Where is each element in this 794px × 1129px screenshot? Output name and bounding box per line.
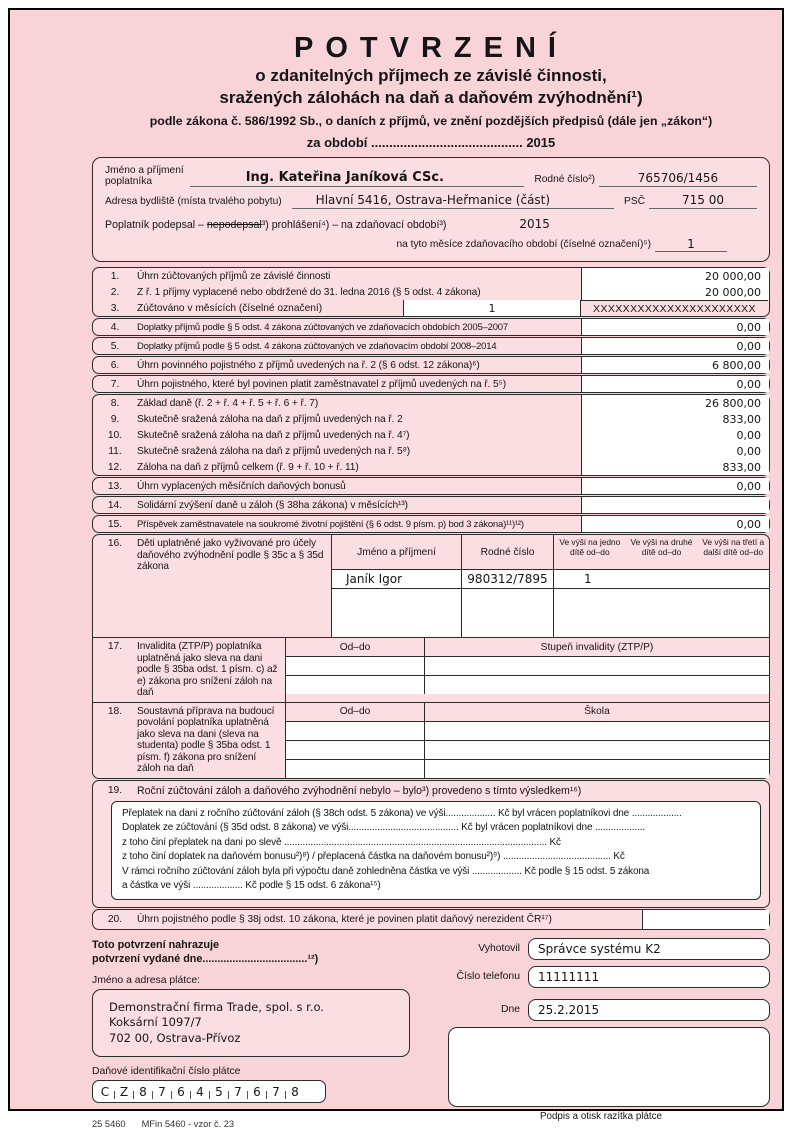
date-field[interactable]: 25.2.2015: [528, 999, 770, 1021]
school-field[interactable]: [424, 741, 769, 759]
tax-id-cell[interactable]: 8: [134, 1085, 152, 1099]
row-value-field[interactable]: [642, 910, 769, 929]
settlement-line: Doplatek ze zúčtování (§ 35d odst. 8 zákona) ve výši.......................................... Kč byl vrácen poplatníkovi dne ...................: [122, 821, 750, 836]
tax-year-field[interactable]: 2015: [519, 217, 550, 231]
form-subtitle-2: sražených zálohách na daň a daňovém zvýhodnění¹): [92, 87, 770, 109]
row-label: Úhrn zúčtovaných příjmů ze závislé činnosti: [137, 268, 581, 284]
postal-code-field[interactable]: 715 00: [649, 193, 757, 209]
table-row-14: 14. Solidární zvýšení daně u záloh (§ 38ha zákona) v měsících¹³): [93, 497, 769, 513]
child-name-field[interactable]: [332, 589, 461, 637]
from-to-field[interactable]: [286, 741, 424, 759]
from-to-field[interactable]: [286, 760, 424, 778]
table-row-20: 20. Úhrn pojistného podle § 38j odst. 10 zákona, které je povinen platit daňový nerezident ČR¹⁷): [93, 910, 769, 929]
row-value-field[interactable]: 26 800,00: [581, 395, 769, 411]
table-row-13: 13. Úhrn vyplacených měsíčních daňových bonusů 0,00: [93, 478, 769, 494]
law-reference: podle zákona č. 586/1992 Sb., o daních z příjmů, ve znění pozdějších předpisů (dále jen „zákon“): [92, 114, 770, 128]
row-group-7: [92, 375, 770, 393]
tax-id-cell[interactable]: 6: [172, 1085, 190, 1099]
student-section: 18. Soustavná příprava na budoucí povolání poplatníka uplatněná jako sleva na dani (sleva na studenta) podle § 35ba odst. 1 písm. f) zákona pro snížení záloh na daň Od–do Škola: [93, 702, 769, 778]
payer-city: 702 00, Ostrava-Přívoz: [109, 1031, 403, 1047]
settlement-section: 19. Roční zúčtování záloh a daňového zvýhodnění nebylo – bylo³) provedeno s tímto výsledkem¹⁶) Přeplatek na dani z ročního zúčtování záloh (§ 38ch odst. 5 zákona) ve výši................... Kč byl vrácen poplatníkovi dne ................... Doplatek ze zúčtování (§ 35d odst. 8 zákona) ve výši.......................................... Kč byl vrácen poplatníkovi dne ................... z toho činí přeplatek na dani po slevě .................................................................................................... Kč z toho činí doplatek na daňovém bonusu²)⁸) / přeplacená částka na daňovém bonusu²)⁹) ......................................... Kč V rámci ročního zúčtování záloh byla při výpočtu daně zohledněna částka ve výši ................... Kč podle § 15 odst. 5 zákona a částka ve výši ................... Kč podle § 15 odst. 6 zákona¹⁵): [92, 780, 770, 908]
taxpayer-box: [92, 157, 770, 262]
col-header-disability-level: Stupeň invalidity (ZTP/P): [424, 638, 769, 656]
row-group-13: [92, 477, 770, 495]
row-value-field[interactable]: 0,00: [581, 427, 769, 443]
row-value-field[interactable]: 0,00: [581, 516, 769, 532]
table-row-3: 3. Zúčtováno v měsících (číselné označení) 1 XXXXXXXXXXXXXXXXXXXXXX: [93, 300, 769, 316]
table-row-5: 5. Doplatky příjmů podle § 5 odst. 4 zákona zúčtovaných ve zdaňovacím období 2008–2014 0,00: [93, 338, 769, 354]
signature-label: Podpis a otisk razítka plátce: [432, 1111, 770, 1122]
tax-id-cell[interactable]: 7: [153, 1085, 171, 1099]
row-value-field[interactable]: 20 000,00: [581, 284, 769, 300]
payer-street: Koksární 1097/7: [109, 1015, 403, 1031]
row-value-field[interactable]: 0,00: [581, 338, 769, 354]
row-value-field[interactable]: 6 800,00: [581, 357, 769, 373]
payer-address-label: Jméno a adresa plátce:: [92, 975, 410, 986]
col-header-child-name: Jméno a příjmení: [332, 535, 461, 569]
tax-id-cell[interactable]: 4: [191, 1085, 209, 1099]
row-label: Záloha na daň z příjmů celkem (ř. 9 + ř. 10 + ř. 11): [137, 459, 581, 475]
tax-id-cell[interactable]: 7: [267, 1085, 285, 1099]
col-header-school: Škola: [424, 703, 769, 721]
taxpayer-name-label: Jméno a příjmení poplatníka: [105, 165, 184, 187]
row-value-field[interactable]: 20 000,00: [581, 268, 769, 284]
settlement-line: z toho činí přeplatek na dani po slevě .................................................................................................... Kč: [122, 836, 750, 851]
months-label: na tyto měsíce zdaňovacího období (číselné označení)⁵): [392, 239, 655, 252]
children-label: Děti uplatněné jako vyživované pro účely daňového zvýhodnění podle § 35c a § 35d zákona: [137, 535, 331, 637]
settlement-details-box[interactable]: [111, 801, 761, 900]
page-title: POTVRZENÍ: [92, 32, 770, 65]
taxpayer-name-field[interactable]: Ing. Kateřina Janíková CSc.: [190, 170, 525, 187]
months-field[interactable]: 1: [655, 237, 727, 252]
tax-id-cell[interactable]: Z: [115, 1085, 133, 1099]
row-label: Doplatky příjmů podle § 5 odst. 4 zákona zúčtovaných ve zdaňovacích obdobích 2005–2007: [137, 319, 581, 335]
row-group-8-12: [92, 394, 770, 476]
child-birth-number-field[interactable]: [461, 589, 553, 637]
col-header-first-child: Ve výši na jedno dítě od–do: [554, 535, 626, 569]
row-group-14: [92, 496, 770, 514]
crossed-out-cell: XXXXXXXXXXXXXXXXXXXXXX: [580, 300, 768, 316]
row-label: Úhrn pojistného podle § 38j odst. 10 zákona, které je povinen platit daňový nerezident ČR¹⁷): [137, 910, 642, 929]
form-number: 25 5460 MFin 5460 - vzor č. 23: [92, 1119, 410, 1129]
tax-id-box[interactable]: [92, 1080, 326, 1103]
row-group-6: [92, 356, 770, 374]
col-header-third-child: Ve výši na třetí a další dítě od–do: [697, 535, 769, 569]
months-count-field[interactable]: 1: [403, 300, 580, 316]
school-field[interactable]: [424, 760, 769, 778]
row-label: Základ daně (ř. 2 + ř. 4 + ř. 5 + ř. 6 + ř. 7): [137, 395, 581, 411]
disability-label: Invalidita (ZTP/P) poplatníka uplatněná jako sleva na dani podle § 35ba odst. 1 písm. c) až e) zákona pro snížení záloh na daň: [137, 638, 285, 702]
row-value-field[interactable]: 0,00: [581, 319, 769, 335]
table-row-6: 6. Úhrn povinného pojistného z příjmů uvedených na ř. 2 (§ 6 odst. 12 zákona)⁶) 6 800,00: [93, 357, 769, 373]
child-name-field[interactable]: Janík Igor: [332, 570, 461, 588]
settlement-header: Roční zúčtování záloh a daňového zvýhodnění nebylo – bylo³) provedeno s tímto výsledkem¹⁶): [137, 785, 581, 797]
row-label: Úhrn pojistného, které byl povinen platit zaměstnavatel z příjmů uvedených na ř. 5⁵): [137, 376, 581, 392]
student-row-empty: [286, 722, 769, 740]
row-group-4: [92, 318, 770, 336]
tax-id-cell[interactable]: 8: [286, 1085, 304, 1099]
student-label: Soustavná příprava na budoucí povolání poplatníka uplatněná jako sleva na dani (sleva na studenta) podle § 35ba odst. 1 písm. f) zákona pro snížení záloh na daň: [137, 703, 285, 778]
prepared-by-label: Vyhotovil: [432, 943, 528, 954]
disability-level-field[interactable]: [424, 676, 769, 694]
table-row-9: 9. Skutečně sražená záloha na daň z příjmů uvedených na ř. 2 833,00: [93, 411, 769, 427]
birth-number-field[interactable]: 765706/1456: [599, 171, 757, 187]
table-row-11: 11. Skutečně sražená záloha na daň z příjmů uvedených na ř. 5⁸) 0,00: [93, 443, 769, 459]
row-group-5: [92, 337, 770, 355]
child-amount-field[interactable]: [553, 589, 769, 637]
footer-section: [92, 938, 770, 1129]
address-field[interactable]: Hlavní 5416, Ostrava-Heřmanice (část): [292, 193, 614, 209]
birth-number-label: Rodné číslo²): [530, 174, 599, 187]
phone-label: Číslo telefonu: [432, 971, 528, 982]
col-header-child-birth-number: Rodné číslo: [461, 535, 553, 569]
table-row-8: 8. Základ daně (ř. 2 + ř. 4 + ř. 5 + ř. 6 + ř. 7) 26 800,00: [93, 395, 769, 411]
row-value-field[interactable]: 0,00: [581, 443, 769, 459]
row-group-20: [92, 909, 770, 930]
child-row: [332, 570, 769, 588]
col-header-from-to: Od–do: [286, 703, 424, 721]
from-to-field[interactable]: [286, 657, 424, 675]
table-row-12: 12. Záloha na daň z příjmů celkem (ř. 9 + ř. 10 + ř. 11) 833,00: [93, 459, 769, 475]
table-row-15: 15. Příspěvek zaměstnavatele na soukromé životní pojištění (§ 6 odst. 9 písm. p) bod 3 zákona)¹¹)¹²) 0,00: [93, 516, 769, 532]
table-row-10: 10. Skutečně sražená záloha na daň z příjmů uvedených na ř. 4⁷) 0,00: [93, 427, 769, 443]
phone-field[interactable]: 11111111: [528, 966, 770, 988]
declaration-line: Poplatník podepsal – nepodepsal³) prohlášení⁴) – na zdaňovací období³) 2015: [105, 217, 757, 231]
disability-row-empty: [286, 675, 769, 694]
disability-row-empty: [286, 657, 769, 675]
tax-id-cell[interactable]: 5: [210, 1085, 228, 1099]
signature-box[interactable]: [448, 1027, 770, 1107]
school-field[interactable]: [424, 722, 769, 740]
tax-id-cell[interactable]: C: [96, 1085, 114, 1099]
row-value-field[interactable]: 833,00: [581, 411, 769, 427]
settlement-line: z toho činí doplatek na daňovém bonusu²)⁸) / přeplacená částka na daňovém bonusu²)⁹) ......................................... Kč: [122, 850, 750, 865]
form-sheet: [8, 8, 784, 1111]
address-label: Adresa bydliště (místa trvalého pobytu): [105, 196, 286, 209]
disability-level-field[interactable]: [424, 657, 769, 675]
row-label: Doplatky příjmů podle § 5 odst. 4 zákona zúčtovaných ve zdaňovacím období 2008–2014: [137, 338, 581, 354]
row-label: Zúčtováno v měsících (číselné označení): [137, 300, 403, 316]
table-row-2: 2. Z ř. 1 příjmy vyplacené nebo obdržené do 31. ledna 2016 (§ 5 odst. 4 zákona) 20 000,00: [93, 284, 769, 300]
settlement-line: Přeplatek na dani z ročního zúčtování záloh (§ 38ch odst. 5 zákona) ve výši................... Kč byl vrácen poplatníkovi dne ...................: [122, 807, 750, 822]
row-label: Skutečně sražená záloha na daň z příjmů uvedených na ř. 5⁸): [137, 443, 581, 459]
table-row-1: 1. Úhrn zúčtovaných příjmů ze závislé činnosti 20 000,00: [93, 268, 769, 284]
row-value-field[interactable]: 0,00: [581, 376, 769, 392]
table-row-7: 7. Úhrn pojistného, které byl povinen platit zaměstnavatel z příjmů uvedených na ř. 5⁵) 0,00: [93, 376, 769, 392]
settlement-line: a částka ve výši ................... Kč podle § 15 odst. 6 zákona¹⁵): [122, 879, 750, 894]
student-row-empty: [286, 740, 769, 759]
from-to-field[interactable]: [286, 722, 424, 740]
from-to-field[interactable]: [286, 676, 424, 694]
replacement-note-line1: Toto potvrzení nahrazuje: [92, 938, 410, 952]
row-label: Solidární zvýšení daně u záloh (§ 38ha zákona) v měsících¹³): [137, 497, 581, 513]
row-value-field[interactable]: 0,00: [581, 478, 769, 494]
child-row-empty: [332, 588, 769, 637]
deductions-group-16-18: [92, 534, 770, 779]
date-label: Dne: [432, 1004, 528, 1015]
row-label: Příspěvek zaměstnavatele na soukromé životní pojištění (§ 6 odst. 9 písm. p) bod 3 zákona)¹¹)¹²): [137, 516, 581, 532]
tax-id-cell[interactable]: 6: [248, 1085, 266, 1099]
row-label: Úhrn povinného pojistného z příjmů uvedených na ř. 2 (§ 6 odst. 12 zákona)⁶): [137, 357, 581, 373]
period-line: za období .......................................... 2015: [92, 135, 770, 150]
income-rows-group-1-3: [92, 267, 770, 317]
table-row-4: 4. Doplatky příjmů podle § 5 odst. 4 zákona zúčtovaných ve zdaňovacích obdobích 2005–2007 0,00: [93, 319, 769, 335]
row-value-field[interactable]: [581, 497, 769, 513]
psc-label: PSČ: [620, 196, 649, 209]
col-header-second-child: Ve výši na druhé dítě od–do: [626, 535, 698, 569]
row-label: Skutečně sražená záloha na daň z příjmů uvedených na ř. 2: [137, 411, 581, 427]
prepared-by-field[interactable]: Správce systému K2: [528, 938, 770, 960]
disability-section: 17. Invalidita (ZTP/P) poplatníka uplatněná jako sleva na dani podle § 35ba odst. 1 písm. c) až e) zákona pro snížení záloh na daň Od–do Stupeň invalidity (ZTP/P): [93, 637, 769, 702]
row-group-15: [92, 515, 770, 533]
settlement-line: V rámci ročního zúčtování záloh byla při výpočtu daně zohledněna částka ve výši ................... Kč podle § 15 odst. 5 zákona: [122, 865, 750, 880]
replacement-note-line2: potvrzení vydané dne...................................¹²): [92, 952, 410, 966]
row-label: Z ř. 1 příjmy vyplacené nebo obdržené do 31. ledna 2016 (§ 5 odst. 4 zákona): [137, 284, 581, 300]
children-section: 16. Děti uplatněné jako vyživované pro účely daňového zvýhodnění podle § 35c a § 35d zákona Jméno a příjmení Rodné číslo Ve výši na jedno dítě od–do Ve výši na druhé dítě od–do Ve výši na třetí a další dítě od–do Janík Igor 980312/7895 1: [93, 535, 769, 637]
row-value-field[interactable]: 833,00: [581, 459, 769, 475]
student-row-empty: [286, 759, 769, 778]
tax-id-label: Daňové identifikační číslo plátce: [92, 1066, 410, 1077]
declaration-strike-option: nepodepsal: [207, 219, 262, 231]
col-header-from-to: Od–do: [286, 638, 424, 656]
child-birth-number-field[interactable]: 980312/7895: [461, 570, 553, 588]
payer-name: Demonstrační firma Trade, spol. s r.o.: [109, 1000, 403, 1016]
child-amount-field[interactable]: 1: [553, 570, 769, 588]
tax-id-cell[interactable]: 7: [229, 1085, 247, 1099]
row-label: Skutečně sražená záloha na daň z příjmů uvedených na ř. 4⁷): [137, 427, 581, 443]
row-label: Úhrn vyplacených měsíčních daňových bonusů: [137, 478, 581, 494]
payer-address-box[interactable]: [92, 989, 410, 1058]
form-subtitle-1: o zdanitelných příjmech ze závislé činnosti,: [92, 65, 770, 87]
